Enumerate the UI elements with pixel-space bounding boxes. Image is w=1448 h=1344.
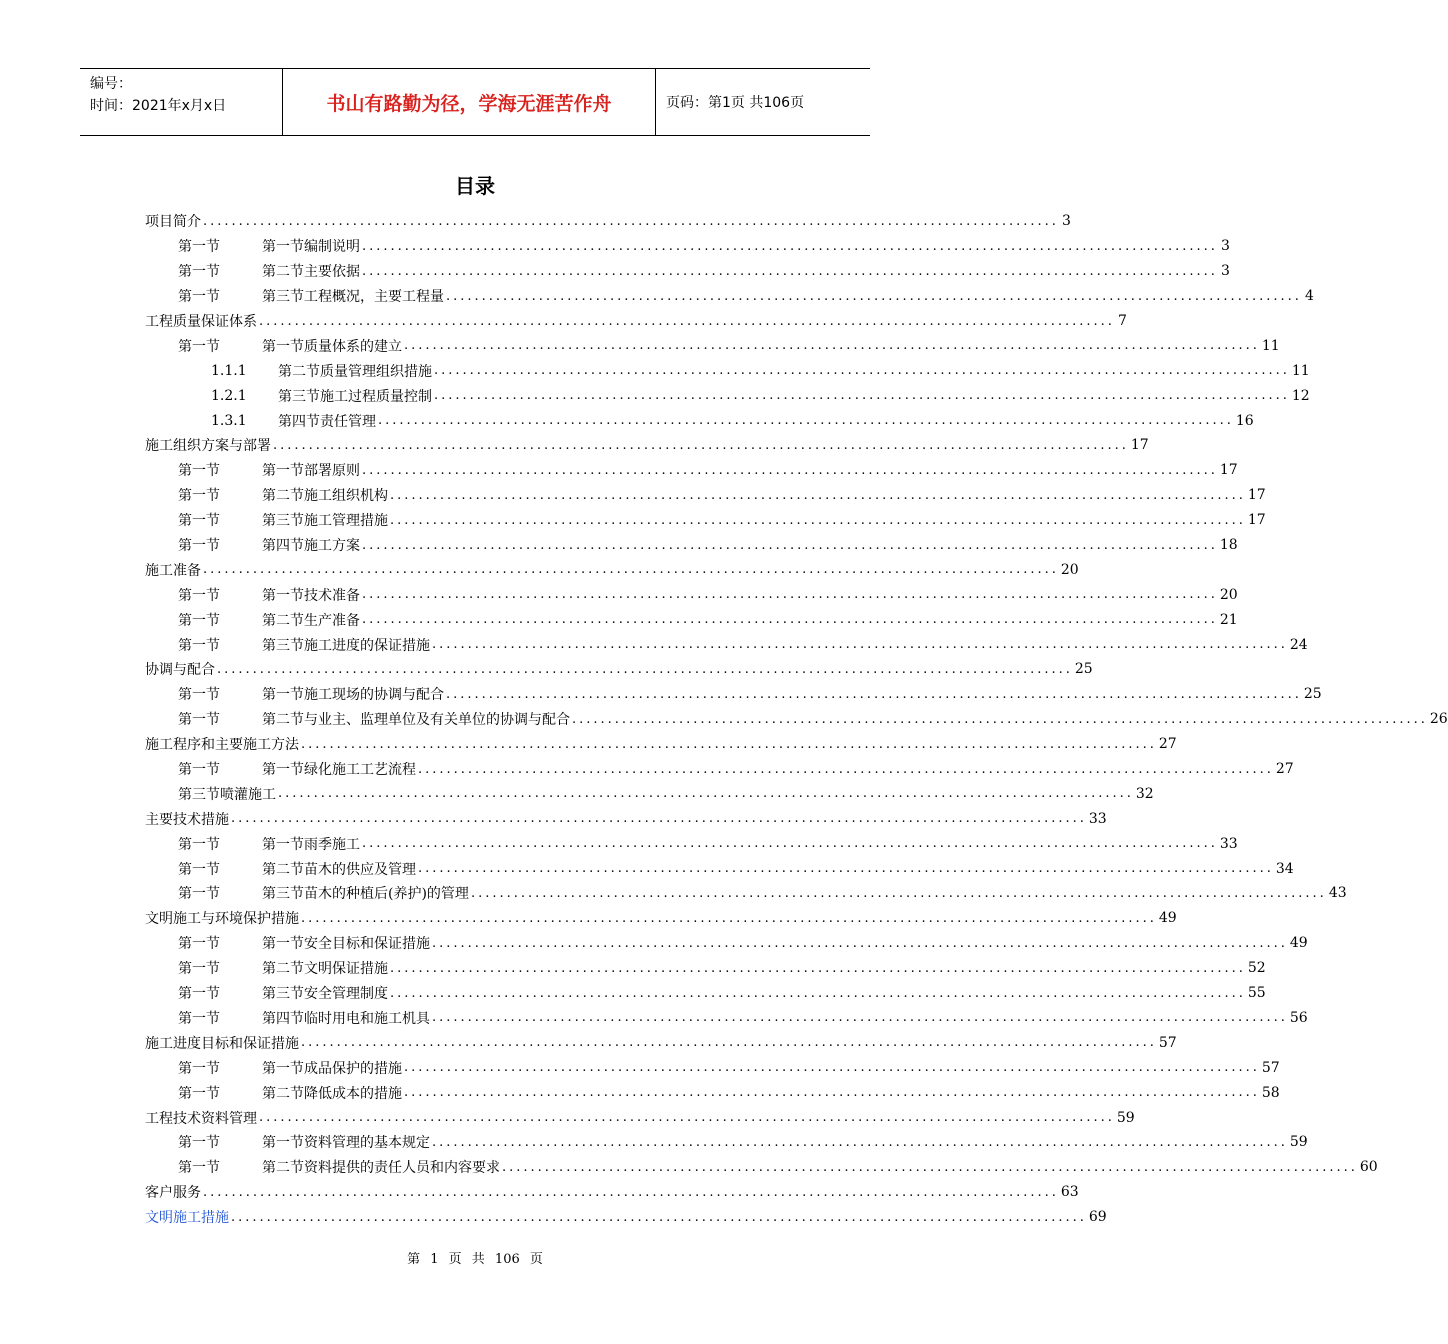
toc-entry-number: 第一节: [178, 961, 220, 978]
toc-entry-page: 18: [1219, 537, 1238, 554]
toc-entry[interactable]: [145, 234, 1230, 259]
toc-leader-dots: ........................................................................................................................: [390, 960, 1246, 976]
toc-entry[interactable]: [145, 1130, 1308, 1155]
toc-leader-dots: ........................................................................................................................: [572, 711, 1428, 727]
toc-entry-title: 第一节施工现场的协调与配合: [262, 687, 444, 704]
toc-entry[interactable]: [145, 806, 1107, 831]
toc-leader-dots: ........................................................................................................................: [203, 562, 1059, 578]
toc-leader-dots: ........................................................................................................................: [203, 1184, 1059, 1200]
toc-entry-number: 第一节: [178, 637, 220, 654]
toc-entry[interactable]: [145, 483, 1266, 508]
toc-leader-dots: ........................................................................................................................: [362, 612, 1218, 628]
toc-entry-title: 第三节工程概况，主要工程量: [262, 289, 444, 306]
toc-entry[interactable]: [145, 831, 1238, 856]
toc-entry[interactable]: [145, 1180, 1079, 1205]
toc-entry[interactable]: [145, 284, 1314, 309]
toc-entry-page: 60: [1359, 1159, 1378, 1176]
motto-text: 书山有路勤为径，学海无涯苦作舟: [326, 92, 612, 115]
toc-entry-page: 11: [1261, 337, 1280, 354]
toc-entry[interactable]: [145, 906, 1177, 931]
toc-leader-dots: ........................................................................................................................: [432, 637, 1288, 653]
toc-entry[interactable]: [145, 632, 1308, 657]
toc-entry-title: 施工进度目标和保证措施: [145, 1035, 299, 1052]
toc-entry-title: 第二节文明保证措施: [262, 961, 388, 978]
toc-entry-page: 34: [1275, 860, 1294, 877]
toc-entry-title: 工程技术资料管理: [145, 1110, 257, 1127]
toc-entry-page: 21: [1219, 611, 1238, 628]
toc-entry-number: 第一节: [178, 239, 220, 256]
table-of-contents: [145, 209, 1448, 1230]
toc-leader-dots: ........................................................................................................................: [390, 487, 1246, 503]
toc-entry-page: 12: [1291, 387, 1310, 404]
toc-entry-number: 1.2.1: [211, 387, 247, 404]
toc-entry-number: 第一节: [178, 861, 220, 878]
toc-leader-dots: ........................................................................................................................: [259, 313, 1115, 329]
toc-entry-title: 第一节安全目标和保证措施: [262, 936, 430, 953]
toc-entry-number: 第一节: [178, 836, 220, 853]
toc-entry-page: 49: [1289, 935, 1308, 952]
toc-leader-dots: ........................................................................................................................: [362, 587, 1218, 603]
toc-entry-title: 施工准备: [145, 562, 201, 579]
toc-leader-dots: ........................................................................................................................: [446, 686, 1302, 702]
toc-leader-dots: ........................................................................................................................: [301, 1035, 1157, 1051]
toc-entry-page: 24: [1289, 636, 1308, 653]
toc-entry-title: 文明施工与环境保护措施: [145, 911, 299, 928]
toc-entry[interactable]: [145, 1006, 1308, 1031]
toc-entry-number: 第一节: [178, 762, 220, 779]
toc-entry[interactable]: [145, 358, 1310, 383]
toc-entry-page: 4: [1304, 288, 1314, 305]
page-info-text: 页码：第1页 共106页: [666, 95, 805, 111]
toc-entry-number: 第一节: [178, 513, 220, 530]
toc-entry-page: 56: [1289, 1009, 1308, 1026]
toc-entry[interactable]: [145, 757, 1294, 782]
toc-entry-number: 第一节: [178, 1085, 220, 1102]
toc-entry-page: 43: [1328, 885, 1347, 902]
toc-entry-page: 3: [1220, 263, 1230, 280]
toc-entry-title: 协调与配合: [145, 662, 215, 679]
toc-entry[interactable]: [145, 458, 1238, 483]
toc-entry-number: 第一节: [178, 338, 220, 355]
toc-entry-title: 第二节质量管理组织措施: [278, 363, 432, 380]
toc-leader-dots: ........................................................................................................................: [301, 910, 1157, 926]
toc-entry-number: 第一节: [178, 712, 220, 729]
toc-entry-page: 17: [1219, 462, 1238, 479]
toc-entry-title: 主要技术措施: [145, 811, 229, 828]
toc-entry[interactable]: [145, 956, 1266, 981]
toc-leader-dots: ........................................................................................................................: [378, 413, 1234, 429]
toc-entry-page: 3: [1220, 238, 1230, 255]
toc-entry[interactable]: [145, 1205, 1107, 1230]
toc-entry[interactable]: [145, 433, 1149, 458]
toc-entry-title: 文明施工措施: [145, 1210, 229, 1227]
toc-entry-title: 第三节施工过程质量控制: [278, 388, 432, 405]
toc-entry-page: 26: [1429, 711, 1448, 728]
toc-entry[interactable]: [145, 533, 1238, 558]
toc-entry[interactable]: [145, 582, 1238, 607]
toc-entry-title: 第一节质量体系的建立: [262, 338, 402, 355]
toc-entry-page: 57: [1158, 1034, 1177, 1051]
toc-entry-title: 第二节主要依据: [262, 264, 360, 281]
toc-entry-page: 17: [1130, 437, 1149, 454]
toc-leader-dots: ........................................................................................................................: [404, 1085, 1260, 1101]
toc-entry-title: 第一节绿化施工工艺流程: [262, 762, 416, 779]
toc-leader-dots: ........................................................................................................................: [446, 288, 1302, 304]
toc-entry-number: 1.3.1: [211, 412, 247, 429]
toc-entry-number: 第一节: [178, 1060, 220, 1077]
header-page-info: [656, 69, 870, 135]
toc-entry-number: 1.1.1: [211, 362, 247, 379]
toc-leader-dots: ........................................................................................................................: [362, 238, 1218, 254]
toc-entry-title: 项目简介: [145, 214, 201, 231]
toc-leader-dots: ........................................................................................................................: [418, 861, 1274, 877]
toc-entry[interactable]: [145, 408, 1254, 433]
toc-entry-page: 20: [1060, 561, 1079, 578]
toc-entry-page: 3: [1061, 213, 1071, 230]
toc-leader-dots: ........................................................................................................................: [362, 462, 1218, 478]
toc-entry-number: 第一节: [178, 463, 220, 480]
toc-leader-dots: ........................................................................................................................: [432, 935, 1288, 951]
toc-entry-page: 25: [1074, 661, 1093, 678]
toc-title: 目录: [455, 174, 495, 198]
toc-entry-title: 第二节资料提供的责任人员和内容要求: [262, 1160, 500, 1177]
toc-entry-number: 第一节: [178, 936, 220, 953]
toc-leader-dots: ........................................................................................................................: [434, 363, 1290, 379]
toc-entry[interactable]: [145, 707, 1448, 732]
toc-leader-dots: ........................................................................................................................: [362, 537, 1218, 553]
toc-entry-title: 第三节施工管理措施: [262, 513, 388, 530]
toc-entry-page: 25: [1303, 686, 1322, 703]
toc-entry-page: 27: [1158, 736, 1177, 753]
toc-entry[interactable]: [145, 383, 1310, 408]
toc-entry-title: 第一节编制说明: [262, 239, 360, 256]
toc-entry-page: 57: [1261, 1059, 1280, 1076]
toc-entry-title: 第四节施工方案: [262, 538, 360, 555]
toc-entry-title: 第一节技术准备: [262, 587, 360, 604]
toc-entry-page: 7: [1117, 313, 1127, 329]
toc-leader-dots: ........................................................................................................................: [362, 263, 1218, 279]
toc-entry-page: 52: [1247, 960, 1266, 977]
toc-entry-page: 17: [1247, 512, 1266, 529]
time-label: 时间：2021年x月x日: [90, 98, 227, 114]
toc-leader-dots: ........................................................................................................................: [404, 338, 1260, 354]
toc-entry-title: 第二节生产准备: [262, 612, 360, 629]
page-footer: 第 1 页 共 106 页: [407, 1252, 543, 1267]
toc-entry-number: 第一节: [178, 986, 220, 1003]
toc-entry-page: 20: [1219, 586, 1238, 603]
toc-entry[interactable]: [145, 1080, 1280, 1105]
toc-entry-page: 55: [1247, 985, 1266, 1002]
toc-entry-page: 16: [1235, 412, 1254, 429]
toc-leader-dots: ........................................................................................................................: [390, 512, 1246, 528]
toc-entry-title: 第三节苗木的种植后(养护)的管理: [262, 886, 469, 903]
toc-entry[interactable]: [145, 781, 1154, 806]
toc-entry[interactable]: [145, 1055, 1280, 1080]
toc-entry-title: 工程质量保证体系: [145, 314, 257, 330]
toc-leader-dots: ........................................................................................................................: [432, 1134, 1288, 1150]
toc-leader-dots: ........................................................................................................................: [432, 1010, 1288, 1026]
toc-entry-number: 第一节: [178, 488, 220, 505]
toc-leader-dots: ........................................................................................................................: [259, 1110, 1115, 1125]
toc-entry-page: 33: [1219, 835, 1238, 852]
toc-entry-number: 第一节: [178, 587, 220, 604]
toc-entry-title: 第四节临时用电和施工机具: [262, 1010, 430, 1027]
toc-entry-title: 第一节资料管理的基本规定: [262, 1135, 430, 1152]
toc-leader-dots: ........................................................................................................................: [418, 761, 1274, 777]
toc-entry[interactable]: [145, 1155, 1378, 1180]
toc-entry[interactable]: [145, 732, 1177, 757]
toc-leader-dots: ........................................................................................................................: [404, 1060, 1260, 1076]
toc-entry-title: 第二节施工组织机构: [262, 488, 388, 505]
toc-leader-dots: ........................................................................................................................: [203, 213, 1059, 229]
toc-entry[interactable]: [145, 607, 1238, 632]
toc-leader-dots: ........................................................................................................................: [278, 786, 1134, 802]
toc-entry-title: 第二节降低成本的措施: [262, 1085, 402, 1102]
toc-entry-number: 第一节: [178, 264, 220, 281]
toc-entry[interactable]: [145, 856, 1294, 881]
toc-entry-page: 59: [1289, 1134, 1308, 1151]
toc-entry[interactable]: [145, 333, 1280, 358]
toc-entry-page: 49: [1158, 910, 1177, 927]
toc-entry-page: 69: [1088, 1209, 1107, 1226]
number-label: 编号：: [90, 76, 132, 92]
toc-leader-dots: ........................................................................................................................: [231, 1209, 1087, 1225]
toc-entry-title: 第一节雨季施工: [262, 836, 360, 853]
toc-entry-title: 第三节施工进度的保证措施: [262, 637, 430, 654]
header-meta: [80, 69, 282, 135]
toc-leader-dots: ........................................................................................................................: [273, 437, 1129, 453]
toc-leader-dots: ........................................................................................................................: [434, 388, 1290, 404]
toc-entry-page: 63: [1060, 1184, 1079, 1201]
toc-entry[interactable]: [145, 657, 1093, 682]
toc-entry-title: 施工组织方案与部署: [145, 438, 271, 455]
toc-entry-number: 第一节: [178, 612, 220, 629]
toc-entry[interactable]: [145, 682, 1322, 707]
toc-entry-page: 11: [1291, 362, 1310, 379]
toc-entry-title: 第一节成品保护的措施: [262, 1060, 402, 1077]
toc-entry-title: 施工程序和主要施工方法: [145, 737, 299, 754]
toc-leader-dots: ........................................................................................................................: [217, 661, 1073, 677]
toc-entry-title: 第三节喷灌施工: [178, 786, 276, 803]
document-header: [80, 68, 870, 136]
toc-entry-page: 33: [1088, 810, 1107, 827]
toc-entry[interactable]: [145, 309, 1127, 334]
toc-entry-title: 第二节苗木的供应及管理: [262, 861, 416, 878]
toc-entry-page: 27: [1275, 761, 1294, 778]
toc-leader-dots: ........................................................................................................................: [231, 811, 1087, 827]
toc-entry-number: 第一节: [178, 1160, 220, 1177]
toc-leader-dots: ........................................................................................................................: [470, 885, 1327, 901]
header-motto: [282, 69, 656, 135]
toc-entry-number: 第一节: [178, 289, 220, 306]
toc-entry-page: 58: [1261, 1084, 1280, 1101]
toc-entry-title: 第三节安全管理制度: [262, 986, 388, 1003]
toc-entry[interactable]: [145, 557, 1079, 582]
toc-entry-number: 第一节: [178, 538, 220, 555]
toc-entry[interactable]: [145, 209, 1071, 234]
toc-entry[interactable]: [145, 259, 1230, 284]
toc-leader-dots: ........................................................................................................................: [301, 736, 1157, 752]
toc-entry-number: 第一节: [178, 1010, 220, 1027]
toc-entry[interactable]: [145, 1030, 1177, 1055]
toc-entry-title: 第二节与业主、监理单位及有关单位的协调与配合: [262, 712, 570, 729]
toc-leader-dots: ........................................................................................................................: [390, 985, 1246, 1001]
toc-entry-title: 第四节责任管理: [278, 413, 376, 430]
toc-leader-dots: ........................................................................................................................: [362, 836, 1218, 852]
toc-entry[interactable]: [145, 1105, 1135, 1130]
toc-entry-number: 第一节: [178, 687, 220, 704]
toc-entry-page: 32: [1135, 785, 1154, 802]
toc-entry-page: 59: [1116, 1109, 1135, 1126]
toc-entry-number: 第一节: [178, 1135, 220, 1152]
toc-leader-dots: ........................................................................................................................: [502, 1159, 1358, 1175]
toc-entry-page: 17: [1247, 487, 1266, 504]
toc-entry[interactable]: [145, 981, 1266, 1006]
toc-entry[interactable]: [145, 881, 1347, 906]
toc-entry[interactable]: [145, 508, 1266, 533]
toc-entry-title: 第一节部署原则: [262, 463, 360, 480]
toc-entry-title: 客户服务: [145, 1185, 201, 1202]
toc-entry-number: 第一节: [178, 886, 220, 903]
toc-entry[interactable]: [145, 931, 1308, 956]
